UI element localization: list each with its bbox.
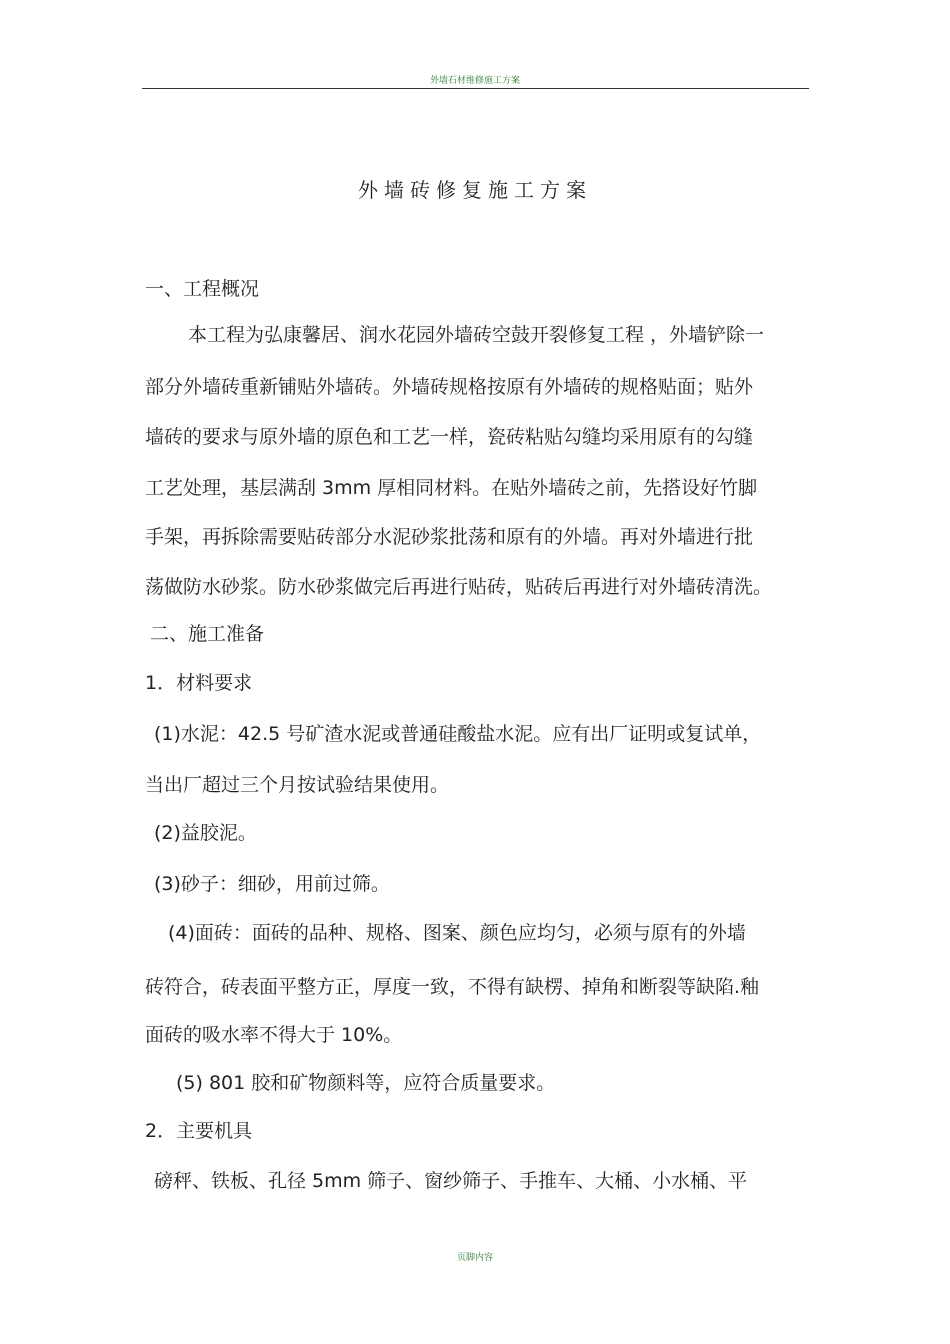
list-item-continuation: 砖符合，砖表面平整方正，厚度一致，不得有缺楞、掉角和断裂等缺陷.釉: [145, 976, 760, 998]
paragraph-line: 手架，再拆除需要贴砖部分水泥砂浆批荡和原有的外墙。再对外墙进行批: [145, 526, 754, 548]
list-item: (2)益胶泥。: [154, 822, 257, 844]
page-header-text: 外墙石材维修施工方案: [429, 76, 520, 86]
paragraph-line: 部分外墙砖重新铺贴外墙砖。外墙砖规格按原有外墙砖的规格贴面；贴外: [145, 376, 754, 398]
list-item: (3)砂子：细砂，用前过筛。: [154, 873, 390, 895]
page-footer-text: 页脚内容: [456, 1253, 493, 1263]
document-title: 外墙砖修复施工方案: [358, 178, 592, 202]
list-item: (1)水泥：42.5 号矿渣水泥或普通硅酸盐水泥。应有出厂证明或复试单，: [154, 723, 762, 745]
list-item: (5) 801 胶和矿物颜料等，应符合质量要求。: [176, 1072, 556, 1094]
paragraph-line: 本工程为弘康馨居、润水花园外墙砖空鼓开裂修复工程 ，外墙铲除一: [188, 324, 765, 346]
paragraph-line: 荡做防水砂浆。防水砂浆做完后再进行贴砖，贴砖后再进行对外墙砖清洗。: [145, 576, 773, 598]
section-heading-overview: 一、工程概况: [145, 278, 260, 300]
subsection-heading-materials: 1．材料要求: [145, 672, 253, 694]
paragraph-line: 磅秤、铁板、孔径 5mm 筛子、窗纱筛子、手推车、大桶、小水桶、平: [154, 1170, 748, 1192]
subsection-heading-tools: 2．主要机具: [145, 1120, 253, 1142]
section-heading-preparation: 二、施工准备: [150, 623, 265, 645]
list-item-continuation: 当出厂超过三个月按试验结果使用。: [145, 774, 450, 796]
paragraph-line: 墙砖的要求与原外墙的原色和工艺一样，瓷砖粘贴勾缝均采用原有的勾缝: [145, 426, 754, 448]
paragraph-line: 工艺处理，基层满刮 3mm 厚相同材料。在贴外墙砖之前，先搭设好竹脚: [145, 477, 758, 499]
list-item: (4)面砖：面砖的品种、规格、图案、颜色应均匀，必须与原有的外墙: [168, 922, 746, 944]
list-item-continuation: 面砖的吸水率不得大于 10%。: [145, 1024, 403, 1046]
header-divider: [142, 88, 809, 89]
